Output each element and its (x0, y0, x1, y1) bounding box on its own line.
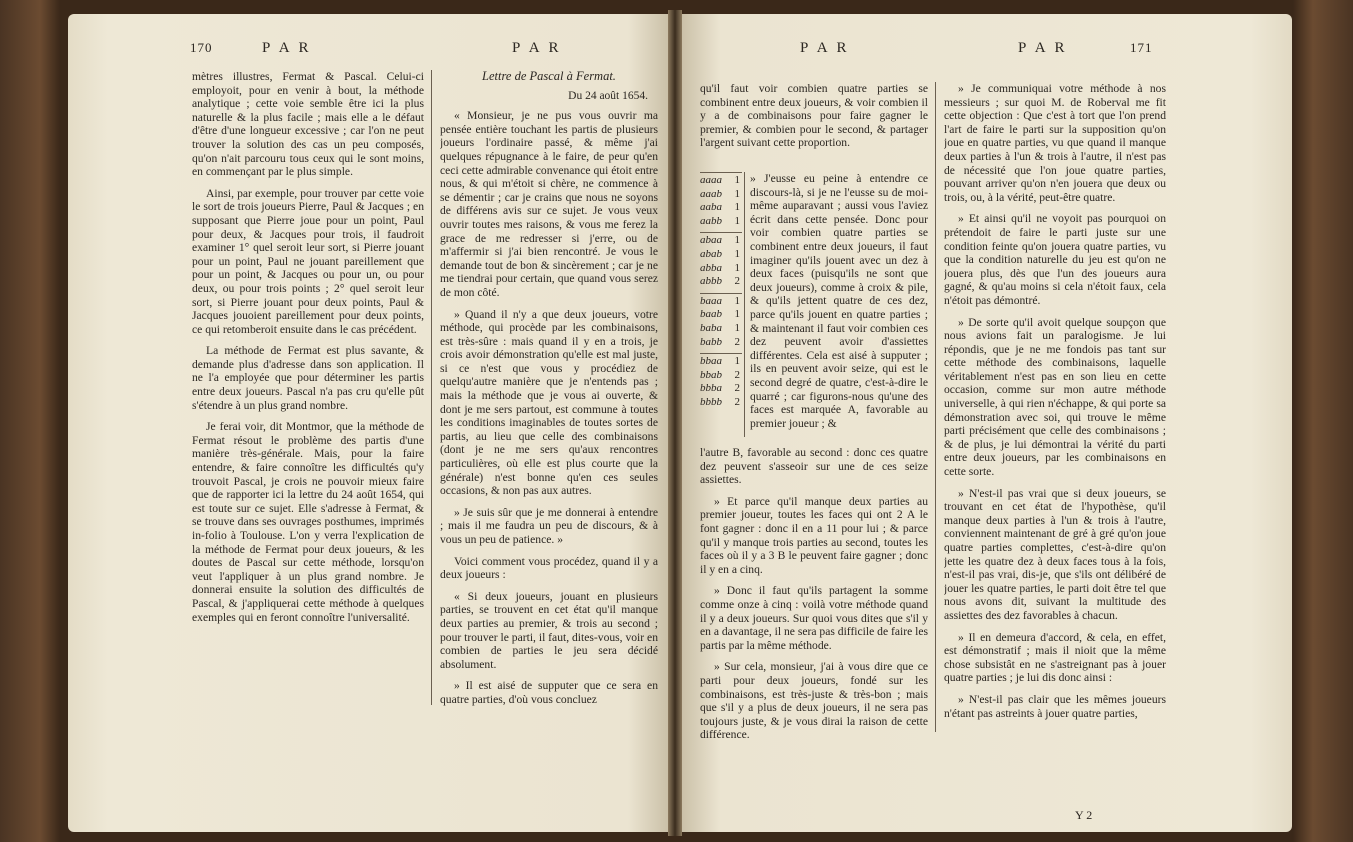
paragraph: Je ferai voir, dit Montmor, que la méthode de Fermat résout le problème des partis d'une manière très-générale. Mais, pour la faire entendre, & faire connoître les difficultés qu'y trouvoit Pascal, je crois ne pouvoir mieux faire que de rapporter ici la lettre du 24 août 1654, qui est toute sur ce sujet. Elle s'adresse à Fermat, & se trouve dans ses ouvrages posthumes, imprimés in-folio à Toulouse. L'on y verra l'explication de la méthode de Fermat pour deux joueurs, & les doutes de Pascal sur cette méthode, lorsqu'on veut l'appliquer à un plus grand nombre. Je donnerai ensuite la solution des difficultés de Pascal, & j'appliquerai cette méthode à quelques exemples qui en feront connoître l'universalité. (192, 420, 424, 624)
paragraph: » Il en demeura d'accord, & cela, en effet, est démonstratif ; mais il nioit que la même chose subsistât en ne s'astreignant pas à jouer quatre parties ; je lui dis donc ainsi : (944, 630, 1166, 685)
combination-group (700, 293, 742, 349)
combination-row: aaba 1 (700, 201, 740, 214)
paragraph: » Et parce qu'il manque deux parties au premier joueur, toutes les faces qui ont 2 A le font gagner : donc il en a 11 pour lui ; & parce qu'il y manque trois parties au second, toutes les faces où il y a 3 B le peuvent faire gagner ; donc il y en a cinq. (700, 494, 928, 576)
combination-row: abaa 1 (700, 234, 740, 247)
paragraph: mètres illustres, Fermat & Pascal. Celui-ci employoit, pour en venir à bout, la méthode analytique ; cette voie semble être ici la plus naturelle & la plus facile ; mais elle a le défaut d'être d'une longueur excessive ; car l'on ne peut trouver la solution des cas un peu composés, qu'on n'ait parcouru tous ceux qui le sont moins, en commençant par le plus simple. (192, 70, 424, 179)
combination-row: bbab 2 (700, 368, 740, 381)
combination-row: abab 1 (700, 247, 740, 260)
combination-group (700, 232, 742, 288)
combination-row: baab 1 (700, 308, 740, 321)
combination-table (700, 172, 742, 414)
combination-row: babb 2 (700, 335, 740, 348)
paragraph: » N'est-il pas vrai que si deux joueurs, se trouvant en cet état de l'hypothèse, qu'il manque deux parties à l'un & trois à l'autre, conviennent maintenant de gré à gré qu'on joue quatre parties complettes, c'est-à-dire qu'on jette les quatre dez à deux faces tous à la fois, n'est-il pas vrai, dis-je, que s'ils ont délibéré de jouer les quatre parties, le parti doit être tel que nous avons dit, suivant la multitude des assiettes des dez favorables à chacun. (944, 486, 1166, 622)
signature-mark: Y 2 (1075, 808, 1093, 822)
book-gutter (668, 10, 682, 836)
combination-row: aabb 1 (700, 214, 740, 227)
combination-row: bbbb 2 (700, 395, 740, 408)
combination-row: aaab 1 (700, 187, 740, 200)
paragraph: » Je communiquai votre méthode à nos messieurs ; sur quoi M. de Roberval me fit cette objection : Que c'est à tort que l'on prend l'art de faire le parti sur la supposition qu'on joue en quatre parties, vu que quand il manque deux parties à l'un & trois à l'autre, il n'est pas de nécessité que l'on joue quatre parties, pouvant arriver qu'on n'en jouera que deux ou trois, ou, à la vérité, peut-être quatre. (944, 82, 1166, 204)
page-number-left: 170 (190, 40, 213, 55)
running-head-left-1: P A R (262, 40, 312, 56)
paragraph: » De sorte qu'il avoit quelque soupçon que nous avions fait un paralogisme. Je lui répondis, que je ne me fondois pas tant sur cette méthode des combinaisons, laquelle véritablement n'est pas en son lieu en cette occasion, comme sur mon autre méthode universelle, à qui rien n'échappe, & qui porte sa démonstration avec soi, qui trouve le même parti précisément que celle des combinaisons ; & de plus, je lui démontrai la vérité du parti entre deux joueurs, par les combinaisons en cette sorte. (944, 315, 1166, 479)
combination-row: abbb 2 (700, 275, 740, 288)
combination-row: bbaa 1 (700, 355, 740, 368)
paragraph: » Et ainsi qu'il ne voyoit pas pourquoi on prétendoit de faire le parti juste sur une condition feinte qu'on jouera quatre parties, vu que la condition naturelle du jeu est qu'on ne jouera plus, dès que l'un des joueurs aura gagné, & qu'au moins si cela n'étoit faux, cela n'étoit pas démontré. (944, 212, 1166, 307)
beside-table-text (750, 172, 928, 444)
paragraph: » N'est-il pas clair que les mêmes joueurs n'étant pas astreints à jouer quatre parties, (944, 692, 1166, 720)
right-column-3 (700, 446, 928, 746)
running-head-right-1: P A R (800, 40, 850, 56)
left-column-2 (440, 70, 658, 720)
right-column-4 (944, 82, 1166, 797)
paragraph: » Donc il faut qu'ils partagent la somme comme onze à cinq : voilà votre méthode quand il y a deux joueurs. Sur quoi vous dites que s'il y en a davantage, il ne sera pas difficile de faire les partis par la même méthode. (700, 584, 928, 652)
combination-group (700, 172, 742, 228)
paragraph: » Il est aisé de supputer que ce sera en quatre parties, d'où vous concluez (440, 679, 658, 706)
paragraph: Ainsi, par exemple, pour trouver par cette voie le sort de trois joueurs Pierre, Paul & Jacques ; en supposant que Pierre joue pour un point, Paul pour deux, & Jacques pour trois, il faudroit examiner 1° quel seroit leur sort, si Pierre jouant pour un point, Paul ne jouant pareillement que pour un point, & Jacques ou pour un, ou pour deux, ou pour trois points ; 2° quel seroit leur sort, si Pierre jouant pour deux points, Paul & Jacques jouoient pareillement pour deux points, ce qui retomberoit ensuite dans le cas précédent. (192, 186, 424, 336)
running-head-right-2: P A R (1018, 40, 1068, 56)
letter-title: Lettre de Pascal à Fermat. (482, 70, 616, 83)
paragraph: » J'eusse eu peine à entendre ce discours-là, si je ne l'eusse su de moi-même auparavant ; aussi vous l'aviez écrit dans cette pensée. Donc pour voir combien quatre parties se combinent entre deux joueurs, il faut imaginer qu'ils jouent avec un dez à deux faces (puisqu'ils ne sont que deux joueurs), comme à croix & pile, & qu'ils jettent quatre de ces dez, parce qu'ils jouent en quatre parties ; & maintenant il faut voir combien ces dez peuvent avoir d'assiettes différentes. Cela est aisé à supputer ; ils en peuvent avoir seize, qui est le second degré de quatre, c'est-à-dire le quarré ; car figurons-nous qu'une des faces est marquée A, favorable au premier joueur ; & (750, 172, 928, 430)
paragraph: « Si deux joueurs, jouant en plusieurs parties, se trouvent en cet état qu'il manque deux parties au premier, & trois au second ; pour trouver le parti, il faut, dites-vous, voir en combien de parties le jeu sera décidé absolument. (440, 589, 658, 671)
running-head-left-2: P A R (512, 40, 562, 56)
combination-row: aaaa 1 (700, 174, 740, 186)
page-number-right: 171 (1130, 40, 1153, 55)
column-rule (935, 82, 936, 732)
paragraph: » Quand il n'y a que deux joueurs, votre méthode, qui procède par les combinaisons, est très-sûre : mais quand il y en a trois, je crois avoir démonstration qu'elle est mal juste, si ce n'est que vous y procédiez de quelqu'autre manière que je n'entends pas ; mais la méthode que je vous ai ouverte, & dont je me sers partout, est commune à toutes les conditions imaginables de toutes sortes de partis, au lieu que celle des combinaisons (dont je ne me sers qu'aux rencontres particulières, où elle est plus courte que la générale) n'est bonne qu'en ces seules occasions, & non pas aux autres. (440, 307, 658, 498)
table-rule (744, 172, 745, 437)
combination-row: baba 1 (700, 321, 740, 334)
combination-row: baaa 1 (700, 294, 740, 307)
left-column-1 (192, 70, 424, 710)
paragraph: Voici comment vous procédez, quand il y a deux joueurs : (440, 554, 658, 582)
column-rule (431, 70, 432, 705)
paragraph: l'autre B, favorable au second : donc ces quatre dez peuvent s'asseoir sur une de ces seize assiettes. (700, 446, 928, 487)
letter-date: Du 24 août 1654. (568, 89, 648, 102)
paragraph: » Sur cela, monsieur, j'ai à vous dire que ce parti pour deux joueurs, fondé sur les combinaisons, est très-juste & très-bon ; mais que s'il y a plus de deux joueurs, il ne sera pas toujours juste, & je vous dirai la raison de cette différence. (700, 660, 928, 742)
paragraph: La méthode de Fermat est plus savante, & demande plus d'adresse dans son application. Il ne l'a employée que pour déterminer les partis entre deux joueurs. Pascal n'a pas cru qu'elle pût s'étendre à un plus grand nombre. (192, 344, 424, 412)
combination-group (700, 353, 742, 409)
paragraph: » Je suis sûr que je me donnerai à entendre ; mais il me faudra un peu de discours, & à vous un peu de patience. » (440, 505, 658, 546)
right-intro (700, 82, 928, 170)
combination-row: bbba 2 (700, 382, 740, 395)
paragraph: qu'il faut voir combien quatre parties se combinent entre deux joueurs, & voir combien il y a de combinaisons pour faire gagner le premier, & combien pour le second, & partager l'argent suivant cette proportion. (700, 82, 928, 150)
combination-row: abba 1 (700, 261, 740, 274)
paragraph: « Monsieur, je ne pus vous ouvrir ma pensée entière touchant les partis de plusieurs joueurs l'ordinaire passé, & même j'ai quelques répugnance à le faire, de peur qu'en ceci cette admirable convenance qui étoit entre nous, & qui m'étoit si chère, ne commence à se démentir ; car je crains que nous ne soyons de différens avis sur ce sujet. Je vous veux ouvrir toutes mes raisons, & vous me ferez la grace de me redresser si j'erre, ou de m'affermir si j'ai bien rencontré. Je vous le demande tout de bon & sincèrement ; car je ne me tiendrai pour certain, que quand vous serez de mon côté. (440, 109, 658, 299)
